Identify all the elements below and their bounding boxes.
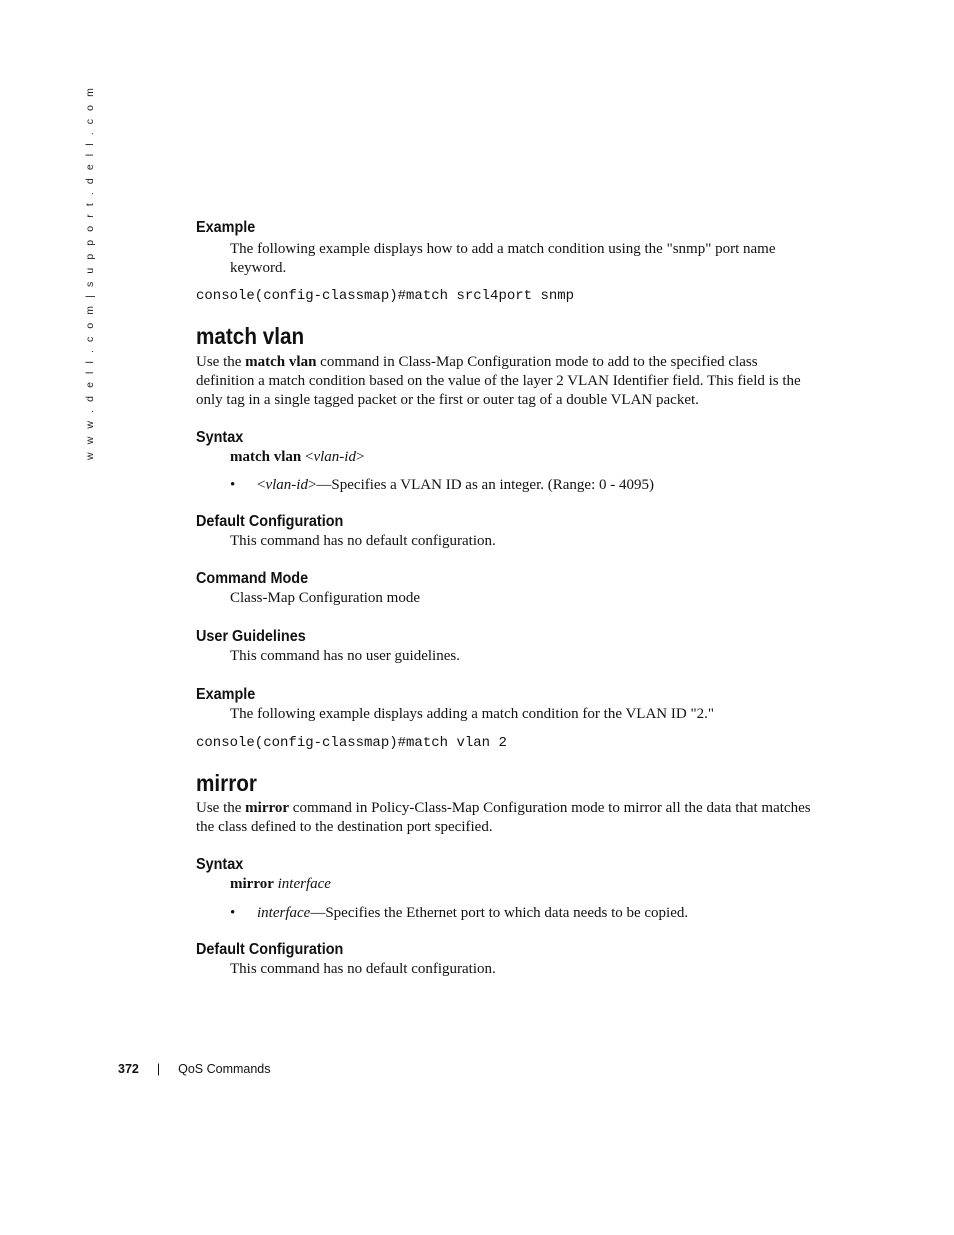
command-mode-text: Class-Map Configuration mode [230,590,420,606]
page-number: 372 [118,1062,139,1076]
user-guidelines-text: This command has no user guidelines. [230,648,460,664]
default-config-text: This command has no default configuration. [230,533,496,549]
footer-separator: | [156,1062,161,1076]
example-heading: Example [196,686,256,703]
bullet-argument: interface [257,905,311,921]
default-config-heading: Default Configuration [196,941,344,958]
bullet-bracket: < [257,477,266,493]
mirror-intro [196,799,816,837]
command-mode-heading: Command Mode [196,570,309,587]
match-vlan-intro [196,353,816,410]
syntax-bullet [196,904,816,923]
default-config-text: This command has no default configuration. [230,961,496,977]
bullet-argument: vlan-id [265,477,308,493]
syntax-argument: vlan-id [313,449,356,465]
syntax-bracket-open: < [301,449,314,465]
side-url-text: w w w . d e l l . c o m | s u p p o r t . d e l l . c o m [84,85,96,460]
syntax-heading: Syntax [196,856,244,873]
syntax-command: match vlan [230,449,302,465]
example-description: The following example displays adding a match condition for the VLAN ID "2." [230,706,714,722]
syntax-argument: interface [277,876,331,892]
intro-text-rest: command in Class-Map Configuration mode to add to the specified class definition a match condition based on the value of the layer 2 VLAN Identifier field. This field is the only tag in a single tagged packet or the first or outer tag of a double VLAN packet. [196,354,801,408]
bullet-dot: • [230,905,236,921]
intro-text: Use the [196,800,246,816]
page-footer [118,1062,271,1076]
page-content [196,218,816,979]
example-heading: Example [196,219,256,236]
syntax-line [196,448,816,467]
syntax-line [196,875,816,894]
example-code: console(config-classmap)#match srcl4port snmp [196,288,575,304]
intro-command: mirror [245,800,290,816]
intro-text: Use the [196,354,246,370]
syntax-bracket-close: > [355,449,365,465]
chapter-title: QoS Commands [178,1062,271,1076]
syntax-bullet [196,476,816,495]
example-description: The following example displays how to add a match condition using the "snmp" port name keyword. [230,241,776,276]
intro-text-rest: command in Policy-Class-Map Configuration mode to mirror all the data that matches the class defined to the destination port specified. [196,800,811,835]
bullet-description: —Specifies the Ethernet port to which data needs to be copied. [310,905,689,921]
default-config-heading: Default Configuration [196,513,344,530]
bullet-dot: • [230,477,236,493]
syntax-heading: Syntax [196,429,244,446]
mirror-title: mirror [196,770,257,796]
bullet-description: >—Specifies a VLAN ID as an integer. (Range: 0 - 4095) [307,477,654,493]
syntax-command: mirror [230,876,274,892]
intro-command: match vlan [245,354,317,370]
match-vlan-title: match vlan [196,323,305,349]
example-code: console(config-classmap)#match vlan 2 [196,735,507,751]
user-guidelines-heading: User Guidelines [196,628,306,645]
